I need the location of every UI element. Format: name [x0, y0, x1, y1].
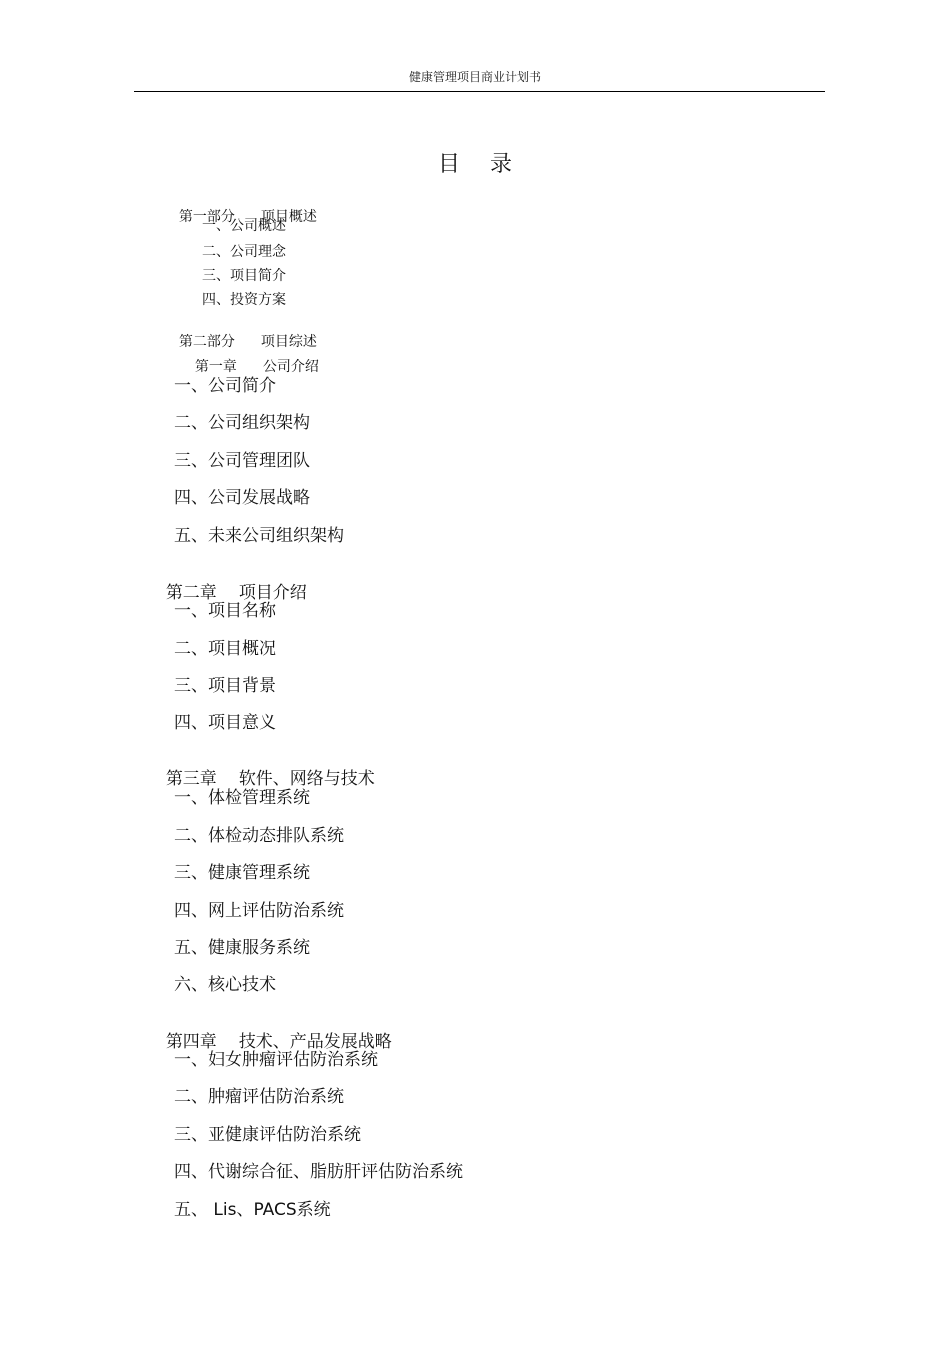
part-text: 项目综述	[260, 334, 317, 350]
part-text: 项目概述	[260, 209, 317, 225]
chapter-text: 公司介绍	[262, 359, 319, 375]
chapter-label: 第三章	[165, 769, 217, 789]
toc-item[interactable]: 五、健康服务系统	[174, 938, 310, 958]
toc-item[interactable]: 三、健康管理系统	[174, 863, 310, 883]
toc-item[interactable]: 一、公司简介	[174, 376, 276, 396]
toc-item[interactable]: 三、亚健康评估防治系统	[174, 1125, 361, 1145]
toc-item[interactable]: 三、公司管理团队	[174, 451, 310, 471]
toc-item[interactable]: 四、项目意义	[174, 713, 276, 733]
chapter-text: 项目介绍	[238, 583, 307, 603]
toc-item[interactable]: 五、 Lis、PACS系统	[174, 1200, 331, 1220]
part-label: 第一部分	[178, 209, 235, 225]
toc-item[interactable]: 四、网上评估防治系统	[174, 901, 344, 921]
chapter-text: 技术、产品发展战略	[238, 1032, 392, 1052]
header-rule	[134, 91, 825, 92]
chapter-text: 软件、网络与技术	[238, 769, 375, 789]
toc-item[interactable]: 二、体检动态排队系统	[174, 826, 344, 846]
chapter-label: 第四章	[165, 1032, 217, 1052]
toc-item[interactable]: 六、核心技术	[174, 975, 276, 995]
toc-item[interactable]: 四、公司发展战略	[174, 488, 310, 508]
chapter-label: 第一章	[194, 359, 237, 375]
toc-item[interactable]: 三、项目背景	[174, 676, 276, 696]
toc-item[interactable]: 四、投资方案	[202, 292, 286, 308]
chapter-label: 第二章	[165, 583, 217, 603]
toc-item[interactable]: 二、公司理念	[202, 244, 286, 260]
toc-item[interactable]: 五、未来公司组织架构	[174, 526, 344, 546]
toc-item[interactable]: 一、体检管理系统	[174, 788, 310, 808]
toc-item[interactable]: 一、项目名称	[174, 601, 276, 621]
toc-title: 目录	[437, 152, 542, 177]
toc-item[interactable]: 二、公司组织架构	[174, 413, 310, 433]
toc-item[interactable]: 四、代谢综合征、脂肪肝评估防治系统	[174, 1162, 463, 1182]
toc-item[interactable]: 一、妇女肿瘤评估防治系统	[174, 1050, 378, 1070]
toc-item[interactable]: 二、项目概况	[174, 639, 276, 659]
part-label: 第二部分	[178, 334, 235, 350]
toc-item[interactable]: 三、项目简介	[202, 268, 286, 284]
toc-item[interactable]: 二、肿瘤评估防治系统	[174, 1087, 344, 1107]
toc-item[interactable]: 一、公司概述	[202, 218, 286, 234]
page-header-title: 健康管理项目商业计划书	[408, 70, 541, 84]
